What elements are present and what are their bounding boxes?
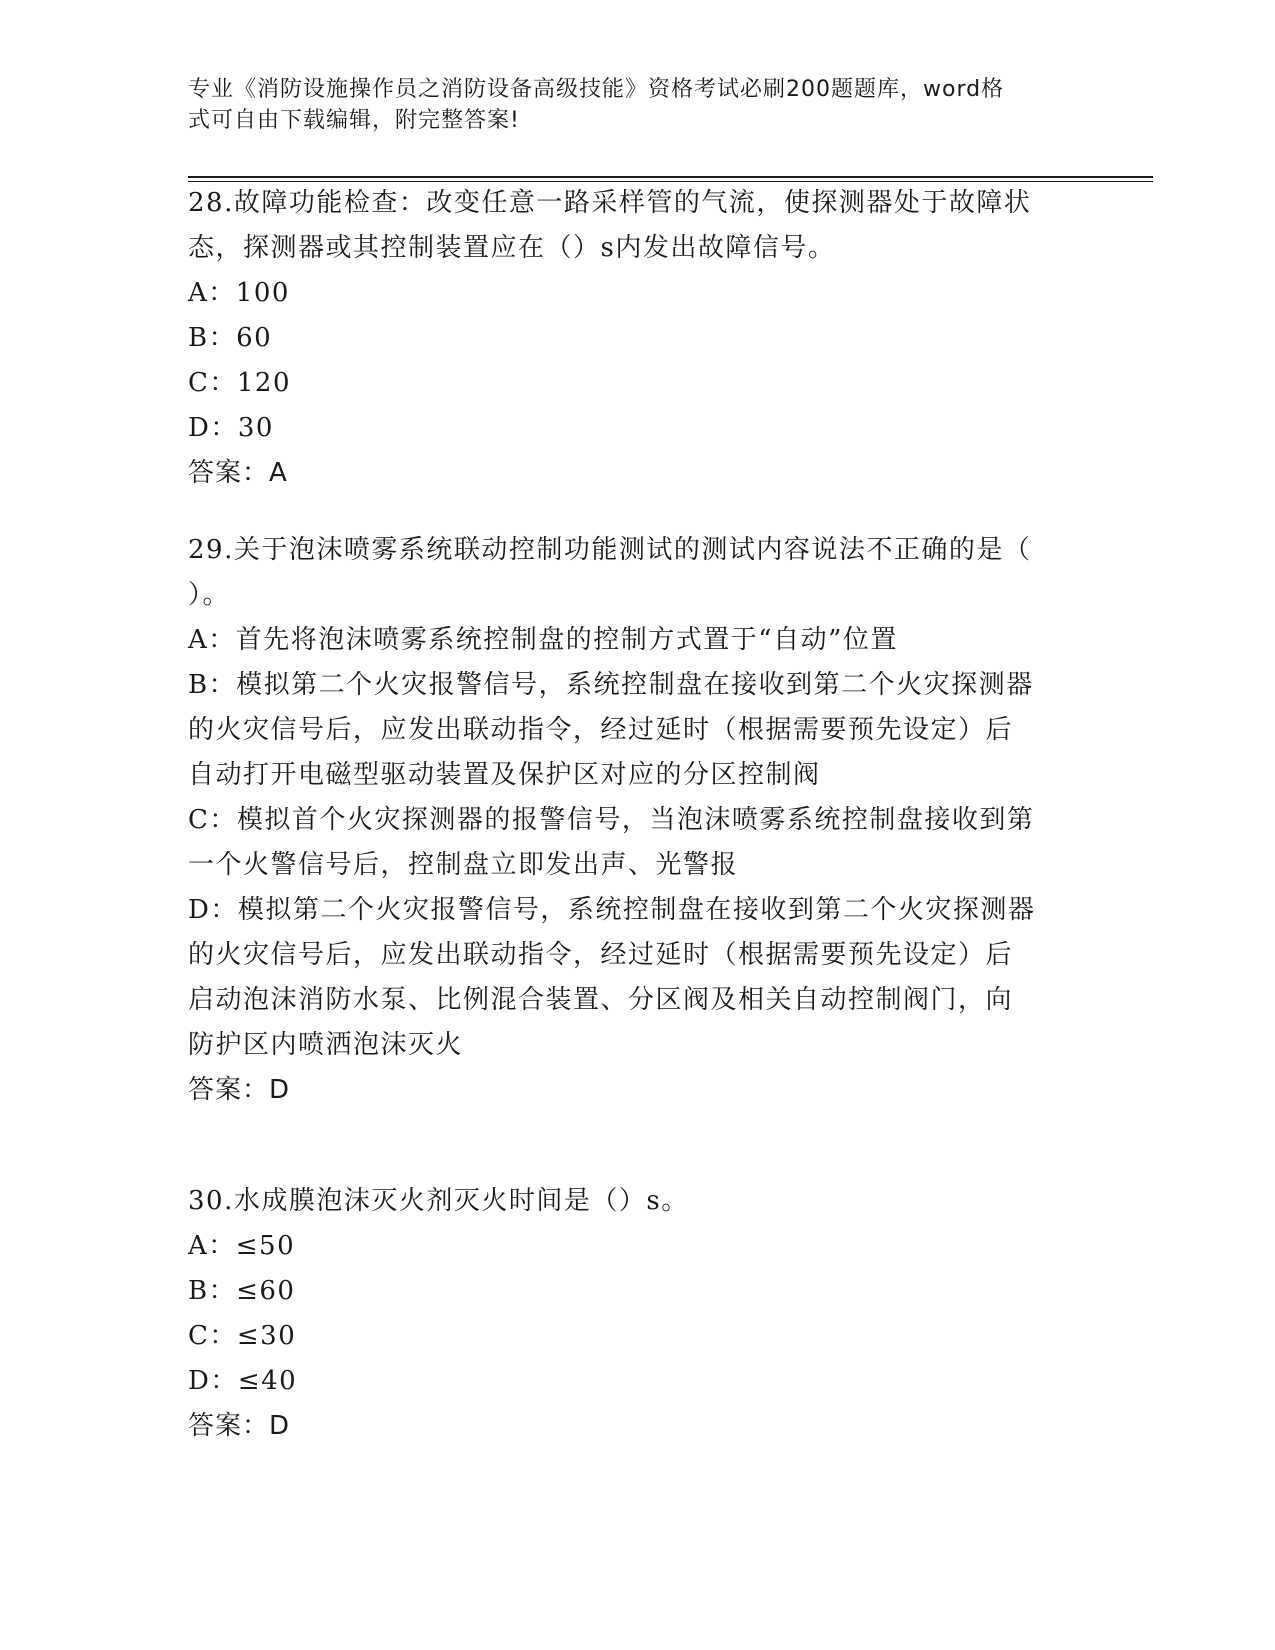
option-c: C：≤30: [188, 1321, 297, 1351]
answer-text: 答案：A: [188, 458, 288, 488]
header-line-1: 专业《消防设施操作员之消防设备高级技能》资格考试必刷200题题库，word格: [188, 77, 1005, 102]
question-30: [188, 1179, 1078, 1449]
option-b-continued: 的火灾信号后，应发出联动指令，经过延时（根据需要预先设定）后: [188, 715, 1014, 745]
question-stem-line: 态，探测器或其控制装置应在（）s内发出故障信号。: [188, 233, 836, 263]
option-b: B：≤60: [188, 1276, 296, 1306]
option-d: D：30: [188, 413, 274, 443]
option-b: B：60: [188, 323, 273, 353]
document-header: [188, 74, 1068, 136]
option-a: A：首先将泡沫喷雾系统控制盘的控制方式置于“自动”位置: [188, 625, 898, 655]
question-stem-line: ）。: [188, 580, 231, 610]
option-c: C：120: [188, 368, 292, 398]
header-divider-thick: [188, 176, 1153, 178]
question-stem-line: 28.故障功能检查：改变任意一路采样管的气流，使探测器处于故障状: [188, 188, 1032, 218]
answer-text: 答案：D: [188, 1075, 291, 1105]
answer-text: 答案：D: [188, 1411, 291, 1441]
option-c: C：模拟首个火灾探测器的报警信号，当泡沫喷雾系统控制盘接收到第: [188, 805, 1035, 835]
question-29: [188, 528, 1078, 1113]
option-d: D：≤40: [188, 1366, 298, 1396]
option-d-continued: 防护区内喷洒泡沫灭火: [188, 1030, 464, 1060]
option-d-continued: 的火灾信号后，应发出联动指令，经过延时（根据需要预先设定）后: [188, 940, 1014, 970]
option-d-continued: 启动泡沫消防水泵、比例混合装置、分区阀及相关自动控制阀门，向: [188, 985, 1014, 1015]
question-28: [188, 181, 1078, 496]
option-b: B：模拟第二个火灾报警信号，系统控制盘在接收到第二个火灾探测器: [188, 670, 1034, 700]
option-a: A：100: [188, 278, 290, 308]
option-d: D：模拟第二个火灾报警信号，系统控制盘在接收到第二个火灾探测器: [188, 895, 1036, 925]
question-stem-line: 29.关于泡沫喷雾系统联动控制功能测试的测试内容说法不正确的是（: [188, 535, 1032, 565]
option-a: A：≤50: [188, 1231, 296, 1261]
header-line-2: 式可自由下载编辑，附完整答案!: [188, 108, 520, 133]
option-b-continued: 自动打开电磁型驱动装置及保护区对应的分区控制阀: [188, 760, 821, 790]
option-c-continued: 一个火警信号后，控制盘立即发出声、光警报: [188, 850, 739, 880]
question-stem-line: 30.水成膜泡沫灭火剂灭火时间是（）s。: [188, 1186, 689, 1216]
